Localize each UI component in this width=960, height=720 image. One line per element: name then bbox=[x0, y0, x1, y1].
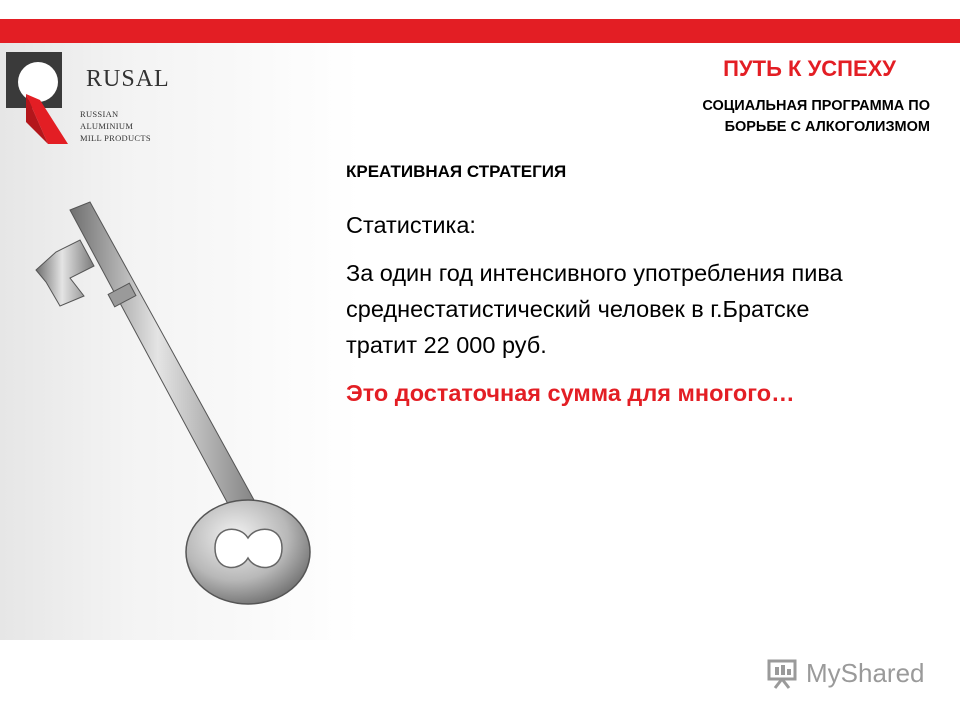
presentation-board-icon bbox=[766, 658, 800, 690]
myshared-watermark bbox=[766, 656, 936, 694]
logo-subtitle bbox=[80, 108, 151, 144]
logo-subtitle-line: MILL PRODUCTS bbox=[80, 133, 151, 143]
subtitle-line: СОЦИАЛЬНАЯ ПРОГРАММА ПО bbox=[702, 98, 930, 114]
rusal-logo bbox=[6, 52, 170, 152]
top-red-bar bbox=[0, 19, 960, 43]
statistics-text: За один год интенсивного употребления пива среднестатистический человек в г.Братске тратит 22 000 руб. bbox=[346, 260, 843, 358]
key-icon bbox=[10, 180, 340, 610]
logo-subtitle-line: ALUMINIUM bbox=[80, 121, 134, 131]
watermark-text: MyShared bbox=[806, 658, 925, 688]
logo-name: RUSAL bbox=[86, 66, 170, 92]
logo-subtitle-line: RUSSIAN bbox=[80, 109, 119, 119]
slide-title: ПУТЬ К УСПЕХУ bbox=[723, 56, 896, 81]
highlight-text: Это достаточная сумма для многого… bbox=[346, 380, 795, 406]
rusal-logo-mark-icon bbox=[6, 52, 72, 144]
subtitle-line: БОРЬБЕ С АЛКОГОЛИЗМОМ bbox=[724, 119, 930, 135]
statistics-label: Статистика: bbox=[346, 212, 476, 238]
content-block bbox=[346, 162, 846, 411]
slide-subtitle bbox=[702, 96, 930, 138]
section-title: КРЕАТИВНАЯ СТРАТЕГИЯ bbox=[346, 162, 567, 181]
